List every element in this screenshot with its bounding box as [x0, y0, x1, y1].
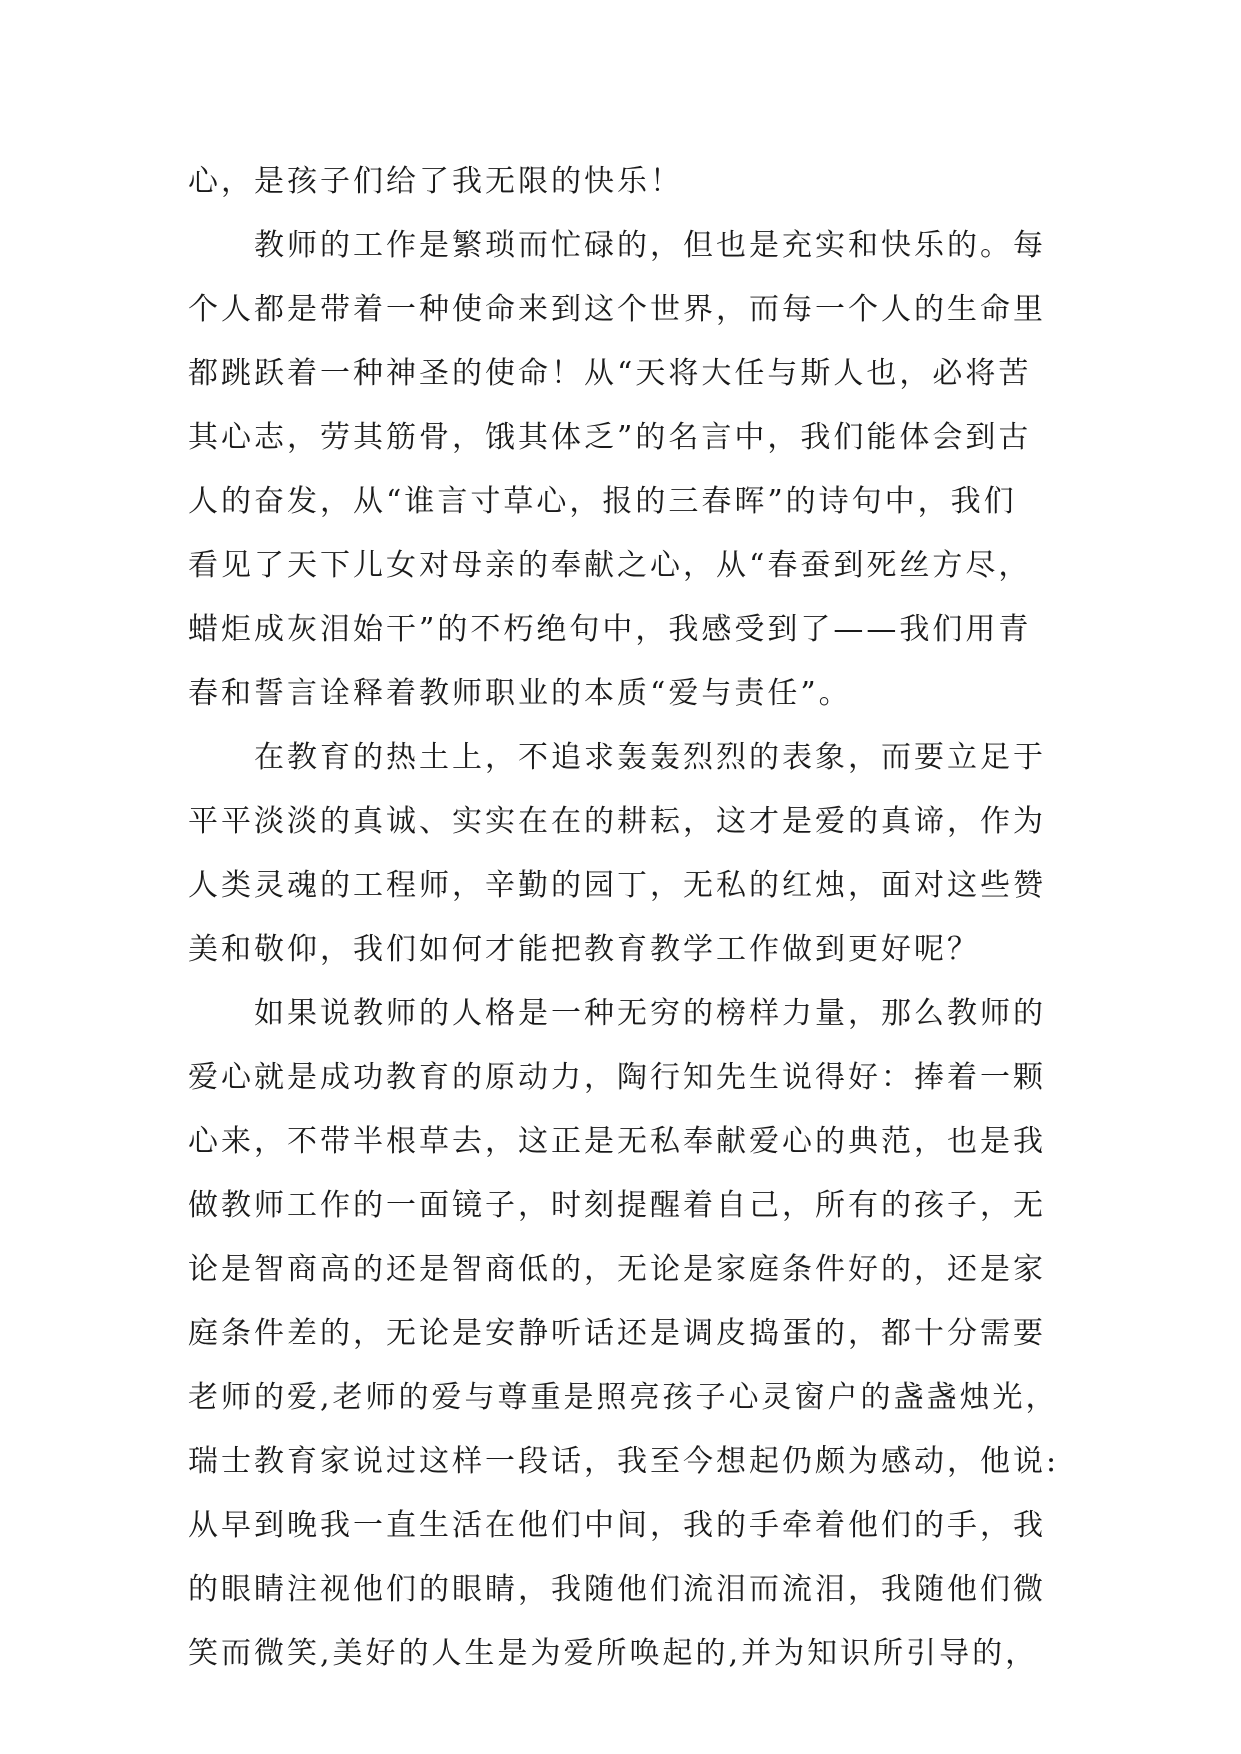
text-line-16: 心来，不带半根草去，这正是无私奉献爱心的典范，也是我 — [188, 1124, 1046, 1159]
text-line-14: 如果说教师的人格是一种无穷的榜样力量，那么教师的 — [188, 996, 1046, 1031]
text-line-21: 瑞士教育家说过这样一段话，我至今想起仍颇为感动，他说: — [188, 1444, 1060, 1479]
text-line-12: 人类灵魂的工程师，辛勤的园丁，无私的红烛，面对这些赞 — [188, 868, 1046, 903]
text-line-5: 其心志，劳其筋骨，饿其体乏”的名言中，我们能体会到古 — [188, 420, 1032, 455]
text-line-3: 个人都是带着一种使命来到这个世界，而每一个人的生命里 — [188, 292, 1046, 327]
text-line-9: 春和誓言诠释着教师职业的本质“爱与责任”。 — [188, 676, 852, 711]
text-line-23: 的眼睛注视他们的眼睛，我随他们流泪而流泪，我随他们微 — [188, 1572, 1046, 1607]
text-line-8: 蜡炬成灰泪始干”的不朽绝句中，我感受到了——我们用青 — [188, 612, 1032, 647]
body-text — [188, 150, 1068, 1686]
text-line-1: 心，是孩子们给了我无限的快乐！ — [188, 164, 683, 199]
text-line-11: 平平淡淡的真诚、实实在在的耕耘，这才是爱的真谛，作为 — [188, 804, 1046, 839]
text-line-19: 庭条件差的，无论是安静听话还是调皮捣蛋的，都十分需要 — [188, 1316, 1046, 1351]
text-line-18: 论是智商高的还是智商低的，无论是家庭条件好的，还是家 — [188, 1252, 1046, 1287]
text-line-22: 从早到晚我一直生活在他们中间，我的手牵着他们的手，我 — [188, 1508, 1046, 1543]
text-line-10: 在教育的热土上，不追求轰轰烈烈的表象，而要立足于 — [188, 740, 1046, 775]
text-line-20: 老师的爱,老师的爱与尊重是照亮孩子心灵窗户的盏盏烛光， — [188, 1380, 1059, 1415]
text-line-2: 教师的工作是繁琐而忙碌的，但也是充实和快乐的。每 — [188, 228, 1046, 263]
text-line-4: 都跳跃着一种神圣的使命！从“天将大任与斯人也，必将苦 — [188, 356, 1032, 391]
text-line-17: 做教师工作的一面镜子，时刻提醒着自己，所有的孩子，无 — [188, 1188, 1046, 1223]
text-line-6: 人的奋发，从“谁言寸草心，报的三春晖”的诗句中，我们 — [188, 484, 1017, 519]
text-line-13: 美和敬仰，我们如何才能把教育教学工作做到更好呢？ — [188, 932, 980, 967]
text-line-7: 看见了天下儿女对母亲的奉献之心，从“春蚕到死丝方尽， — [188, 548, 1032, 583]
text-line-24: 笑而微笑,美好的人生是为爱所唤起的,并为知识所引导的， — [188, 1636, 1039, 1671]
text-line-15: 爱心就是成功教育的原动力，陶行知先生说得好：捧着一颗 — [188, 1060, 1046, 1095]
